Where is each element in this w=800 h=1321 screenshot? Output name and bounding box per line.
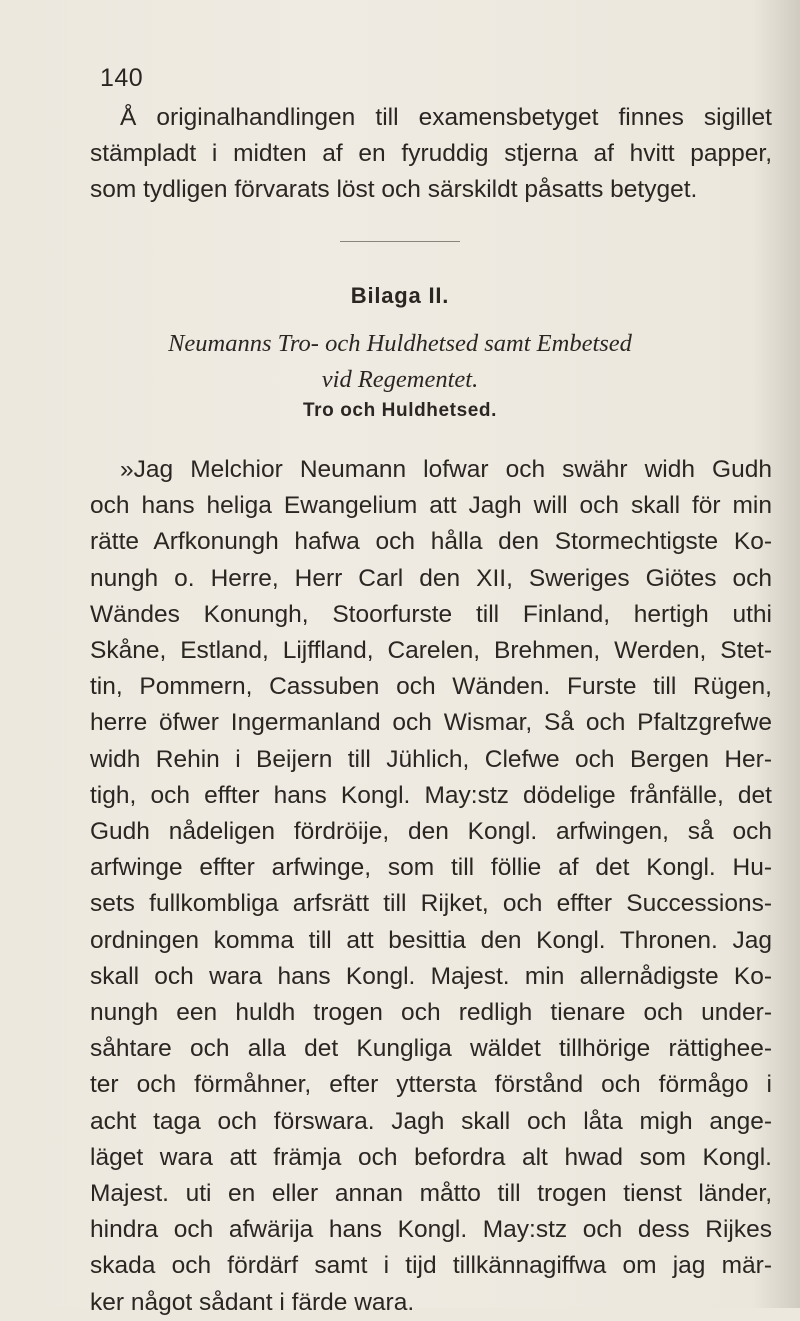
section-divider — [340, 241, 460, 242]
intro-line: Å originalhandlingen till examensbetyget finnes sigillet — [120, 104, 772, 131]
oath-line: nungh o. Herre, Herr Carl den XII, Sweriges Giötes och — [90, 564, 772, 592]
appendix-title-line: vid Regementet. — [321, 366, 479, 393]
intro-paragraph — [90, 100, 772, 209]
oath-line: Majest. uti en eller annan måtto till trogen tienst länder, — [90, 1180, 772, 1208]
oath-line: arfwinge effter arfwinge, som till föllie af det Kongl. Hu- — [90, 854, 772, 882]
oath-line: och hans heliga Ewangelium att Jagh will och skall för min — [90, 492, 772, 520]
oath-line: hindra och afwärija hans Kongl. May:stz och dess Rijkes — [90, 1216, 772, 1244]
oath-line: såhtare och alla det Kungliga wäldet tillhörige rättighee- — [90, 1035, 772, 1063]
oath-line: herre öfwer Ingermanland och Wismar, Så och Pfaltzgrefwe — [90, 709, 772, 737]
oath-line: ter och förmåhner, efter yttersta förstånd och förmågo i — [90, 1071, 772, 1099]
appendix-label: Bilaga II. — [350, 283, 450, 308]
page-number: 140 — [100, 64, 144, 92]
oath-line: nungh een huldh trogen och redligh tienare och under- — [90, 999, 772, 1027]
intro-line: stämpladt i midten af en fyruddig stjerna af hvitt papper, — [90, 140, 772, 168]
oath-line: skall och wara hans Kongl. Majest. min allernådigste Ko- — [90, 962, 772, 990]
section-heading: Tro och Huldhetsed. — [302, 400, 498, 421]
oath-line: ordningen komma till att besittia den Kongl. Thronen. Jag — [90, 926, 772, 954]
oath-line: Wändes Konungh, Stoorfurste till Finland, hertigh uthi — [90, 600, 772, 628]
oath-line: tigh, och effter hans Kongl. May:stz dödelige frånfälle, det — [90, 781, 772, 809]
oath-line: tin, Pommern, Cassuben och Wänden. Furste till Rügen, — [90, 673, 772, 701]
appendix-title-line: Neumanns Tro- och Huldhetsed samt Embetsed — [168, 330, 632, 357]
oath-line: Skåne, Estland, Lijffland, Carelen, Brehmen, Werden, Stet- — [90, 637, 772, 665]
oath-line: Gudh nådeligen fördröije, den Kongl. arfwingen, så och — [90, 818, 772, 846]
appendix-title — [0, 326, 800, 398]
oath-line: ker något sådant i färde wara. — [90, 1288, 415, 1316]
oath-line: »Jag Melchior Neumann lofwar och swähr widh Gudh — [120, 456, 772, 483]
oath-line: acht taga och förswara. Jagh skall och låta migh ange- — [90, 1107, 772, 1135]
oath-line: rätte Arfkonungh hafwa och hålla den Stormechtigste Ko- — [90, 528, 772, 556]
oath-line: skada och fördärf samt i tijd tillkännagiffwa om jag mär- — [90, 1252, 772, 1280]
intro-line: som tydligen förvarats löst och särskildt påsatts betyget. — [90, 176, 698, 204]
oath-paragraph — [90, 452, 772, 1321]
oath-line: läget wara att främja och befordra alt hwad som Kongl. — [90, 1143, 772, 1171]
oath-line: widh Rehin i Beijern till Jühlich, Clefwe och Bergen Her- — [90, 745, 772, 773]
oath-line: sets fullkombliga arfsrätt till Rijket, och effter Successions- — [90, 890, 772, 918]
